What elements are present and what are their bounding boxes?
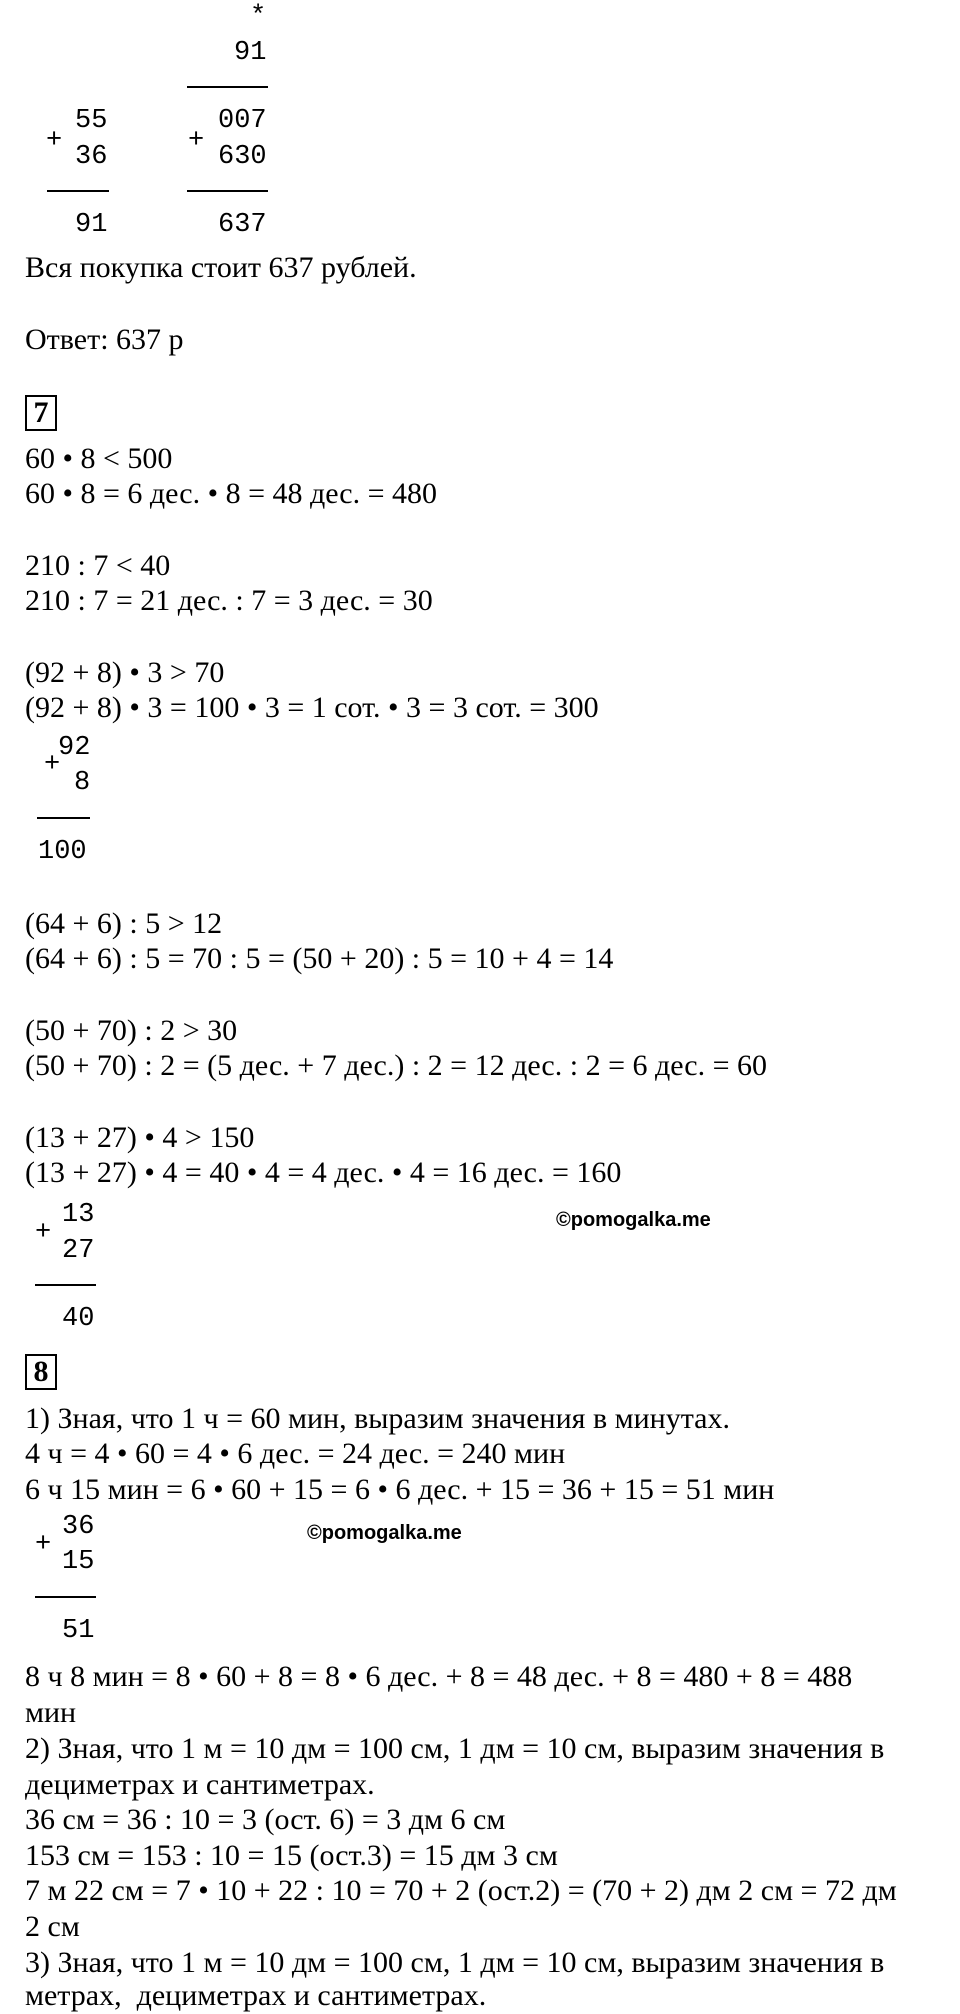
task7-line: 60 • 8 = 6 дес. • 8 = 48 дес. = 480 xyxy=(25,477,438,510)
addend-1: 36 xyxy=(62,1512,95,1542)
task7-line: (92 + 8) • 3 > 70 xyxy=(25,656,225,689)
task7-line: (13 + 27) • 4 = 40 • 4 = 4 дес. • 4 = 16 дес. = 160 xyxy=(25,1156,622,1189)
addend-1: 007 xyxy=(218,106,267,136)
task8-line: мин xyxy=(25,1696,77,1729)
divider-line xyxy=(187,86,268,88)
task7-line: (50 + 70) : 2 > 30 xyxy=(25,1014,238,1047)
addend-2: 36 xyxy=(75,142,108,172)
task7-line: 60 • 8 < 500 xyxy=(25,442,173,475)
sum: 40 xyxy=(62,1304,95,1334)
task7-line: 210 : 7 = 21 дес. : 7 = 3 дес. = 30 xyxy=(25,584,433,617)
divider-line xyxy=(47,190,109,192)
task8-line: 2 см xyxy=(25,1910,80,1943)
multiplication-star: * xyxy=(250,2,267,32)
sum: 51 xyxy=(62,1616,95,1646)
task-number-8: 8 xyxy=(25,1354,57,1390)
task8-line: 4 ч = 4 • 60 = 4 • 6 дес. = 24 дес. = 240 мин xyxy=(25,1437,566,1470)
task7-line: (50 + 70) : 2 = (5 дес. + 7 дес.) : 2 = 12 дес. : 2 = 6 дес. = 60 xyxy=(25,1049,768,1082)
answer-sentence: Вся покупка стоит 637 рублей. xyxy=(25,251,417,284)
task7-line: (64 + 6) : 5 = 70 : 5 = (50 + 20) : 5 = 10 + 4 = 14 xyxy=(25,942,614,975)
divider-line xyxy=(35,1284,96,1286)
addend-2: 8 xyxy=(74,768,91,798)
sum: 100 xyxy=(38,837,87,867)
plus-sign: + xyxy=(44,750,61,780)
task8-line: 6 ч 15 мин = 6 • 60 + 15 = 6 • 6 дес. + 15 = 36 + 15 = 51 мин xyxy=(25,1473,775,1506)
task7-line: (13 + 27) • 4 > 150 xyxy=(25,1121,255,1154)
addend-2: 27 xyxy=(62,1236,95,1266)
plus-sign: + xyxy=(188,126,205,156)
task8-line: 2) Зная, что 1 м = 10 дм = 100 см, 1 дм = 10 см, выразим значения в xyxy=(25,1732,885,1765)
task8-line: 3) Зная, что 1 м = 10 дм = 100 см, 1 дм = 10 см, выразим значения в xyxy=(25,1946,885,1979)
addend-2: 630 xyxy=(218,142,267,172)
multiplication-result: 91 xyxy=(234,38,267,68)
task7-line: (64 + 6) : 5 > 12 xyxy=(25,907,223,940)
watermark: ©pomogalka.me xyxy=(307,1522,462,1544)
task8-line: 153 см = 153 : 10 = 15 (ост.3) = 15 дм 3 см xyxy=(25,1839,558,1872)
task8-line: 7 м 22 см = 7 • 10 + 22 : 10 = 70 + 2 (ост.2) = (70 + 2) дм 2 см = 72 дм xyxy=(25,1874,897,1907)
sum: 91 xyxy=(75,210,108,240)
addend-1: 92 xyxy=(58,733,91,763)
plus-sign: + xyxy=(35,1530,52,1560)
plus-sign: + xyxy=(35,1218,52,1248)
addend-2: 15 xyxy=(62,1547,95,1577)
divider-line xyxy=(37,817,90,819)
watermark: ©pomogalka.me xyxy=(556,1209,711,1231)
task8-line: 8 ч 8 мин = 8 • 60 + 8 = 8 • 6 дес. + 8 = 48 дес. + 8 = 480 + 8 = 488 xyxy=(25,1660,853,1693)
addend-1: 13 xyxy=(62,1200,95,1230)
task-number-7: 7 xyxy=(25,395,57,431)
task8-line: дециметрах и сантиметрах. xyxy=(25,1768,375,1801)
divider-line xyxy=(187,190,268,192)
task7-line: 210 : 7 < 40 xyxy=(25,549,171,582)
task7-line: (92 + 8) • 3 = 100 • 3 = 1 сот. • 3 = 3 сот. = 300 xyxy=(25,691,599,724)
task8-line: 36 см = 36 : 10 = 3 (ост. 6) = 3 дм 6 см xyxy=(25,1803,506,1836)
plus-sign: + xyxy=(46,126,63,156)
task8-line: метрах, дециметрах и сантиметрах. xyxy=(25,1979,487,2012)
task8-line: 1) Зная, что 1 ч = 60 мин, выразим значения в минутах. xyxy=(25,1402,730,1435)
sum: 637 xyxy=(218,210,267,240)
divider-line xyxy=(35,1596,96,1598)
answer: Ответ: 637 р xyxy=(25,323,184,356)
addend-1: 55 xyxy=(75,106,108,136)
